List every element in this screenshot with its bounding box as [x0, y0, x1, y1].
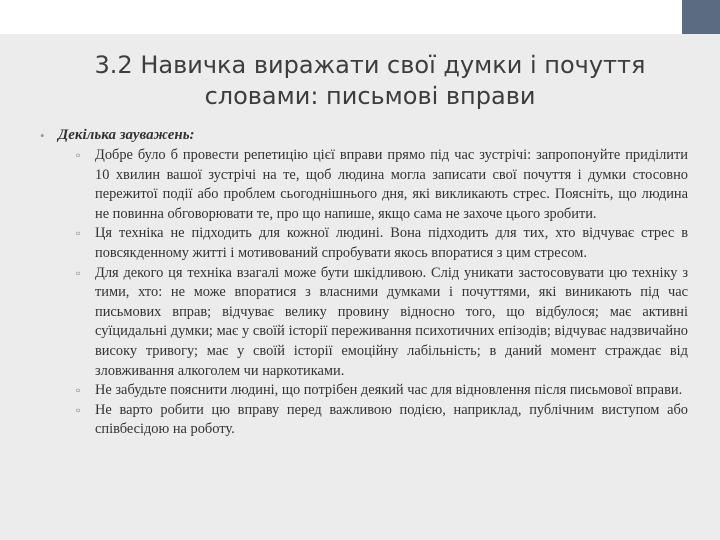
title-line-1: 3.2 Навичка виражати свої думки і почуття — [94, 51, 646, 79]
bullet-dot-icon: • — [40, 128, 45, 143]
list-item-text: Не варто робити цю вправу перед важливою подією, наприклад, публічним виступом або співбесідою на роботу. — [95, 401, 688, 438]
list-item-text: Для декого ця техніка взагалі може бути шкідливою. Слід уникати застосовувати цю техніку з тими, хто: не може впоратися з власними думками і почуттями, які виникають під час письмових вправ; відчуває велику провину відносно того, що відбулося; має активні суїцидальні думки; має у своїй історії переживання психотичних епізодів; відчуває надзвичайно високу тривогу; має у своїй історії емоційну лабільність; в даний момент страждає від зловживання алкоголем чи наркотиками. — [95, 264, 688, 379]
list-item — [38, 224, 688, 263]
list-item — [38, 381, 688, 401]
list-item-text: Ця техніка не підходить для кожної людині. Вона підходить для тих, хто відчуває стрес в повсякденному житті і мотивований спробувати якось впоратися з цим стресом. — [95, 225, 688, 261]
bullet-square-icon: ▫ — [76, 265, 81, 280]
list-item — [38, 264, 688, 382]
list-item-text: Не забудьте пояснити людині, що потрібен деякий час для відновлення після письмової вправи. — [95, 382, 683, 399]
title-line-2: словами: письмові вправи — [204, 82, 536, 110]
bullet-square-icon: ▫ — [76, 383, 81, 398]
bullet-square-icon: ▫ — [76, 148, 81, 162]
list-item-text: Добре було б провести репетицію цієї вправи прямо під час зустрічі: запропонуйте приділити 10 хвилин вашої зустрічі на те, щоб людина могла записати свої почуття і думки стосовно пережитої події або проблем сьогоднішнього дня, які викликають стрес. Поясніть, що людина не повинна обговорювати те, про що напише, якщо сама не захоче цього зробити. — [95, 147, 688, 222]
bullet-square-icon: ▫ — [76, 402, 81, 417]
slide-body — [38, 126, 688, 440]
notes-heading-text: Декілька зауважень: — [58, 127, 195, 143]
list-item — [38, 401, 688, 440]
corner-accent-block — [682, 0, 720, 34]
top-bar — [0, 0, 720, 34]
notes-heading — [38, 126, 688, 145]
slide-title — [40, 50, 700, 112]
bullet-square-icon: ▫ — [76, 226, 81, 241]
list-item — [38, 146, 688, 224]
